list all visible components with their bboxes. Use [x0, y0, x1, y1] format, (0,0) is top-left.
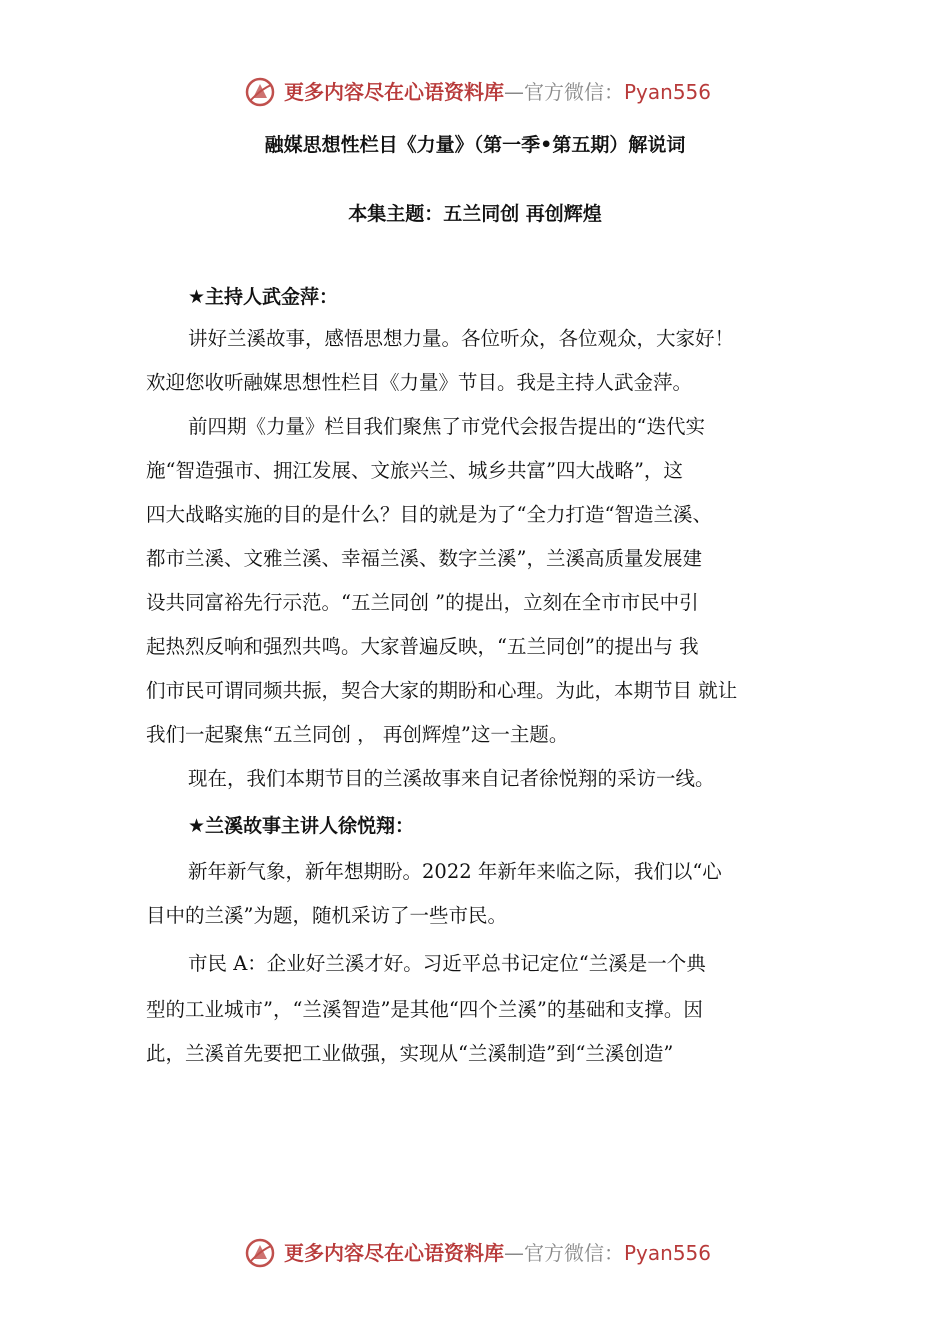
watermark-brand: 更多内容尽在心语资料库	[284, 1241, 504, 1265]
watermark-label: 官方微信：	[524, 80, 624, 104]
paragraph-line: 四大战略实施的目的是什么？目的就是为了“全力打造“智造兰溪、	[146, 503, 712, 526]
header-watermark	[0, 72, 950, 112]
paragraph-line: 设共同富裕先行示范。“五兰同创 ”的提出，立刻在全市市民中引	[146, 591, 699, 614]
paragraph-line: 们市民可谓同频共振，契合大家的期盼和心理。为此，本期节目 就让	[146, 679, 738, 702]
paragraph-line: 我们一起聚焦“五兰同创 ， 再创辉煌”这一主题。	[146, 723, 569, 746]
paragraph-line: 型的工业城市”，“兰溪智造”是其他“四个兰溪”的基础和支撑。因	[146, 998, 703, 1021]
watermark-text	[284, 80, 711, 104]
paragraph-line: 前四期《力量》栏目我们聚焦了市党代会报告提出的“迭代实	[188, 415, 705, 438]
watermark-text	[284, 1241, 711, 1265]
paragraph-line: 目中的兰溪”为题，随机采访了一些市民。	[146, 904, 507, 927]
paragraph-line: 施“智造强市、拥江发展、文旅兴兰、城乡共富”四大战略”，这	[146, 459, 683, 482]
paragraph-line: 市民 A：企业好兰溪才好。习近平总书记定位“兰溪是一个典	[188, 952, 706, 975]
paragraph-line: 起热烈反响和强烈共鸣。大家普遍反映，“五兰同创”的提出与 我	[146, 635, 699, 658]
document-title: 融媒思想性栏目《力量》（第一季•第五期）解说词	[264, 134, 686, 156]
paragraph-line: 欢迎您收听融媒思想性栏目《力量》节目。我是主持人武金萍。	[146, 371, 693, 394]
speaker-heading-reporter: ★兰溪故事主讲人徐悦翔：	[188, 815, 415, 837]
watermark-label: 官方微信：	[524, 1241, 624, 1265]
paragraph-line: 讲好兰溪故事，感悟思想力量。各位听众，各位观众，大家好！	[188, 327, 735, 350]
watermark-dash: —	[504, 1241, 524, 1265]
paragraph-line: 此，兰溪首先要把工业做强，实现从“兰溪制造”到“兰溪创造”	[146, 1042, 674, 1065]
footer-watermark	[0, 1233, 950, 1273]
paragraph-line: 新年新气象，新年想期盼。2022 年新年来临之际，我们以“心	[188, 860, 722, 883]
brand-logo-icon	[244, 76, 276, 108]
watermark-dash: —	[504, 80, 524, 104]
watermark-wechat-id: Pyan556	[624, 1241, 712, 1265]
watermark-brand: 更多内容尽在心语资料库	[284, 80, 504, 104]
brand-logo-icon	[244, 1237, 276, 1269]
watermark-wechat-id: Pyan556	[624, 80, 712, 104]
paragraph-line: 现在，我们本期节目的兰溪故事来自记者徐悦翔的采访一线。	[188, 767, 715, 790]
speaker-heading-host: ★主持人武金萍：	[188, 286, 339, 308]
paragraph-line: 都市兰溪、文雅兰溪、幸福兰溪、数字兰溪”，兰溪高质量发展建	[146, 547, 702, 570]
episode-theme: 本集主题：五兰同创 再创辉煌	[348, 203, 602, 225]
